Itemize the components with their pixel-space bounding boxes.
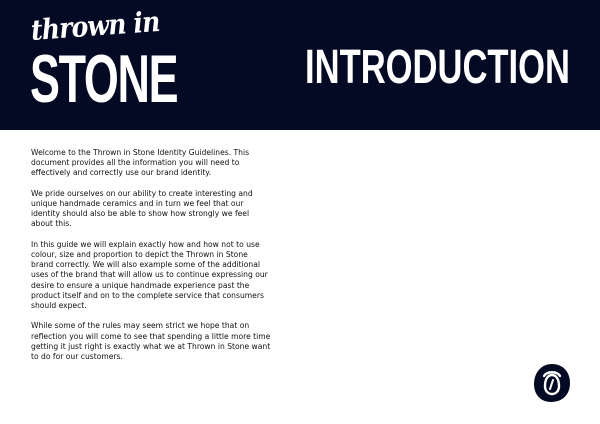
intro-paragraph-2: We pride ourselves on our ability to create interesting and unique handmade ceramics and in turn we feel that our identity should also be able to show how strongly we feel about this. — [31, 188, 253, 229]
logo-script-text: thrown in — [29, 5, 161, 47]
brand-logo — [29, 5, 178, 117]
intro-text — [31, 148, 271, 372]
page-title: INTRODUCTION — [305, 41, 570, 94]
intro-paragraph-3: In this guide we will explain exactly how and how not to use colour, size and proportion to depict the Thrown in Stone brand correctly. We will also example some of the additional uses of the brand that will allow us to continue expressing our desire to ensure a unique handmade experience past the product itself and on to the complete service that consumers should expect. — [31, 239, 268, 311]
intro-paragraph-1: Welcome to the Thrown in Stone Identity Guidelines. This document provides all the information you will need to effectively and correctly use our brand identity. — [31, 148, 250, 178]
intro-paragraph-4: While some of the rules may seem strict we hope that on reflection you will come to see that spending a little more time getting it just right is exactly what we at Thrown in Stone want to do for our customers. — [31, 321, 271, 362]
logo-block-text: STONE — [30, 41, 178, 117]
stone-emblem-icon — [532, 362, 572, 404]
header-banner — [0, 0, 600, 130]
